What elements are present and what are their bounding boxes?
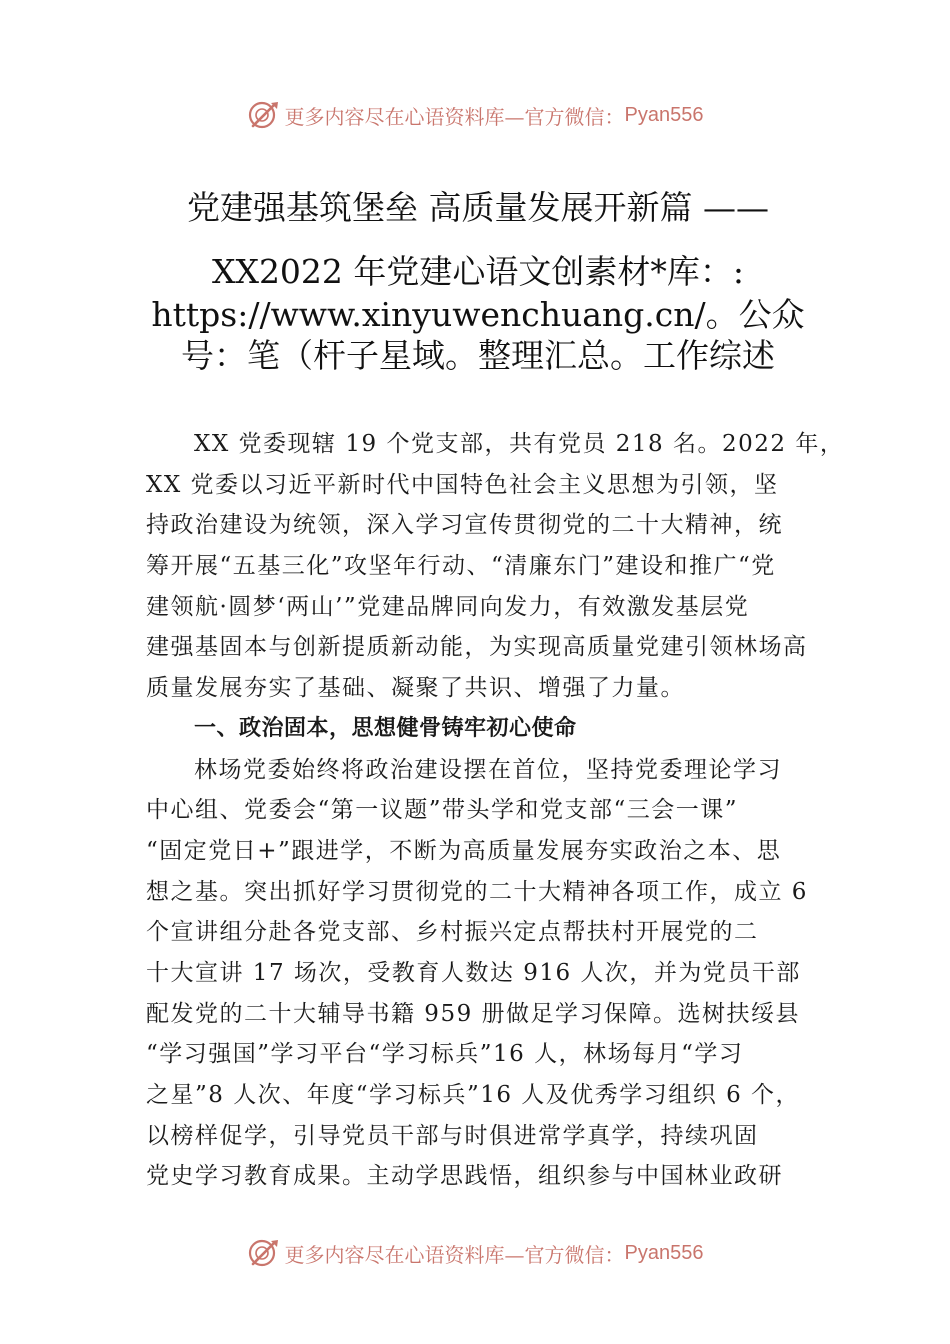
banner-text: 更多内容尽在心语资料库—官方微信： bbox=[284, 1242, 625, 1267]
pen-logo-icon bbox=[247, 1236, 281, 1270]
paragraph-line: 中心组、党委会“第一议题”带头学和党支部“三会一课” bbox=[146, 797, 739, 824]
paragraph-line: 建强基固本与创新提质新动能，为实现高质量党建引领林场高 bbox=[146, 634, 808, 661]
document-body bbox=[146, 424, 845, 1197]
paragraph-line: 建领航·圆梦‘两山’”党建品牌同向发力，有效激发基层党 bbox=[146, 593, 750, 620]
document-title-line-4: 号：笔（杆子星域。整理汇总。工作综述 bbox=[181, 336, 775, 375]
paragraph-line: 想之基。突出抓好学习贯彻党的二十大精神各项工作，成立 6 bbox=[146, 878, 808, 905]
banner-wechat-id: Pyan556 bbox=[624, 103, 704, 126]
paragraph-line: 质量发展夯实了基础、凝聚了共识、增强了力量。 bbox=[146, 675, 685, 702]
paragraph-line: “固定党日+”跟进学，不断为高质量发展夯实政治之本、思 bbox=[146, 837, 782, 864]
paragraph-line: 个宣讲组分赴各党支部、乡村振兴定点帮扶村开展党的二 bbox=[146, 919, 759, 946]
banner-wechat-id: Pyan556 bbox=[624, 1241, 704, 1264]
paragraph-line: 配发党的二十大辅导书籍 959 册做足学习保障。选树扶绥县 bbox=[146, 1000, 801, 1027]
header-watermark-banner bbox=[0, 95, 950, 135]
paragraph-line: 筹开展“五基三化”攻坚年行动、“清廉东门”建设和推广“党 bbox=[146, 553, 776, 580]
pen-logo-icon bbox=[247, 98, 281, 132]
paragraph-line: 十大宣讲 17 场次，受教育人数达 916 人次，并为党员干部 bbox=[146, 959, 801, 986]
paragraph-line: 林场党委始终将政治建设摆在首位，坚持党委理论学习 bbox=[194, 756, 782, 783]
paragraph-line: XX 党委现辖 19 个党支部，共有党员 218 名。2022 年， bbox=[194, 431, 845, 457]
paragraph-line: 以榜样促学，引导党员干部与时俱进常学真学，持续巩固 bbox=[146, 1122, 759, 1149]
paragraph-line: XX 党委以习近平新时代中国特色社会主义思想为引领，坚 bbox=[146, 471, 779, 498]
paragraph-line: 党史学习教育成果。主动学思践悟，组织参与中国林业政研 bbox=[146, 1163, 783, 1190]
paragraph-line: 持政治建设为统领，深入学习宣传贯彻党的二十大精神，统 bbox=[146, 512, 783, 539]
paragraph-2 bbox=[146, 750, 816, 1198]
footer-watermark-banner bbox=[0, 1233, 950, 1273]
document-title-line-1: 党建强基筑堡垒 高质量发展开新篇 —— bbox=[187, 188, 769, 227]
section-heading-1: 一、政治固本，思想健骨铸牢初心使命 bbox=[194, 715, 577, 741]
document-title-line-3: https://www.xinyuwenchuang.cn/。公众 bbox=[151, 295, 805, 334]
paragraph-line: 之星”8 人次、年度“学习标兵”16 人及优秀学习组织 6 个， bbox=[146, 1082, 801, 1108]
document-title-line-2: XX2022 年党建心语文创素材*库：: bbox=[211, 252, 745, 291]
paragraph-line: “学习强国”学习平台“学习标兵”16 人，林场每月“学习 bbox=[146, 1041, 744, 1068]
banner-text: 更多内容尽在心语资料库—官方微信： bbox=[284, 104, 625, 129]
paragraph-1 bbox=[146, 424, 845, 709]
